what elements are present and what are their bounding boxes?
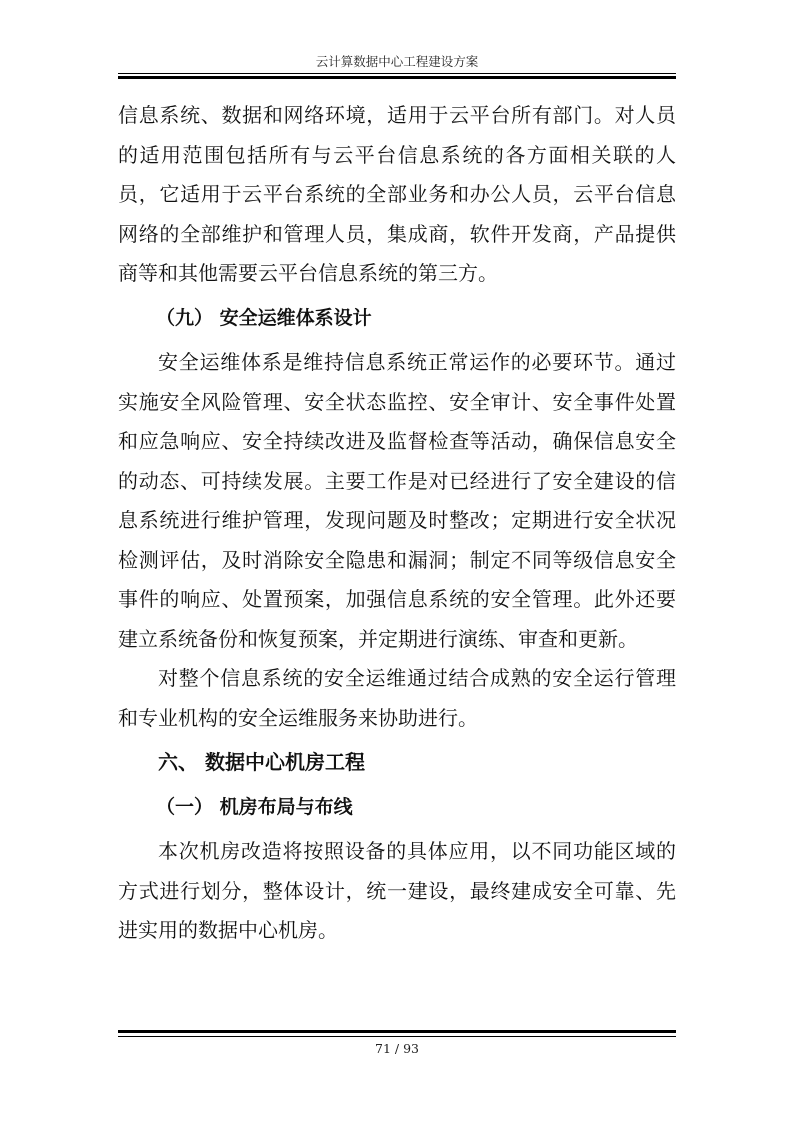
header-rule-thick <box>118 76 676 79</box>
footer-rule-thin <box>118 1036 676 1037</box>
body-paragraph: 本次机房改造将按照设备的具体应用，以不同功能区域的方式进行划分，整体设计，统一建设，最终建成安全可靠、先进实用的数据中心机房。 <box>118 839 676 942</box>
page-content <box>118 96 676 951</box>
section-heading: （九） 安全运维体系设计 <box>156 306 372 329</box>
header-rule-thin <box>118 73 676 74</box>
footer-rule-thick <box>118 1030 676 1033</box>
section-heading: （一） 机房布局与布线 <box>156 795 353 818</box>
body-paragraph: 安全运维体系是维持信息系统正常运作的必要环节。通过实施安全风险管理、安全状态监控、安全审计、安全事件处置和应急响应、安全持续改进及监督检查等活动，确保信息安全的动态、可持续发展。主要工作是对已经进行了安全建设的信息系统进行维护管理，发现问题及时整改；定期进行安全状况检测评估，及时消除安全隐患和漏洞；制定不同等级信息安全事件的响应、处置预案，加强信息系统的安全管理。此外还要建立系统备份和恢复预案，并定期进行演练、审查和更新。 <box>118 350 676 651</box>
header-title: 云计算数据中心工程建设方案 <box>315 54 479 69</box>
body-paragraph: 信息系统、数据和网络环境，适用于云平台所有部门。对人员的适用范围包括所有与云平台信息系统的各方面相关联的人员，它适用于云平台系统的全部业务和办公人员，云平台信息网络的全部维护和管理人员，集成商，软件开发商，产品提供商等和其他需要云平台信息系统的第三方。 <box>118 103 676 285</box>
chapter-heading: 六、 数据中心机房工程 <box>158 750 365 774</box>
page-number: 71 / 93 <box>375 1041 419 1056</box>
body-paragraph: 对整个信息系统的安全运维通过结合成熟的安全运行管理和专业机构的安全运维服务来协助进行。 <box>118 666 676 730</box>
